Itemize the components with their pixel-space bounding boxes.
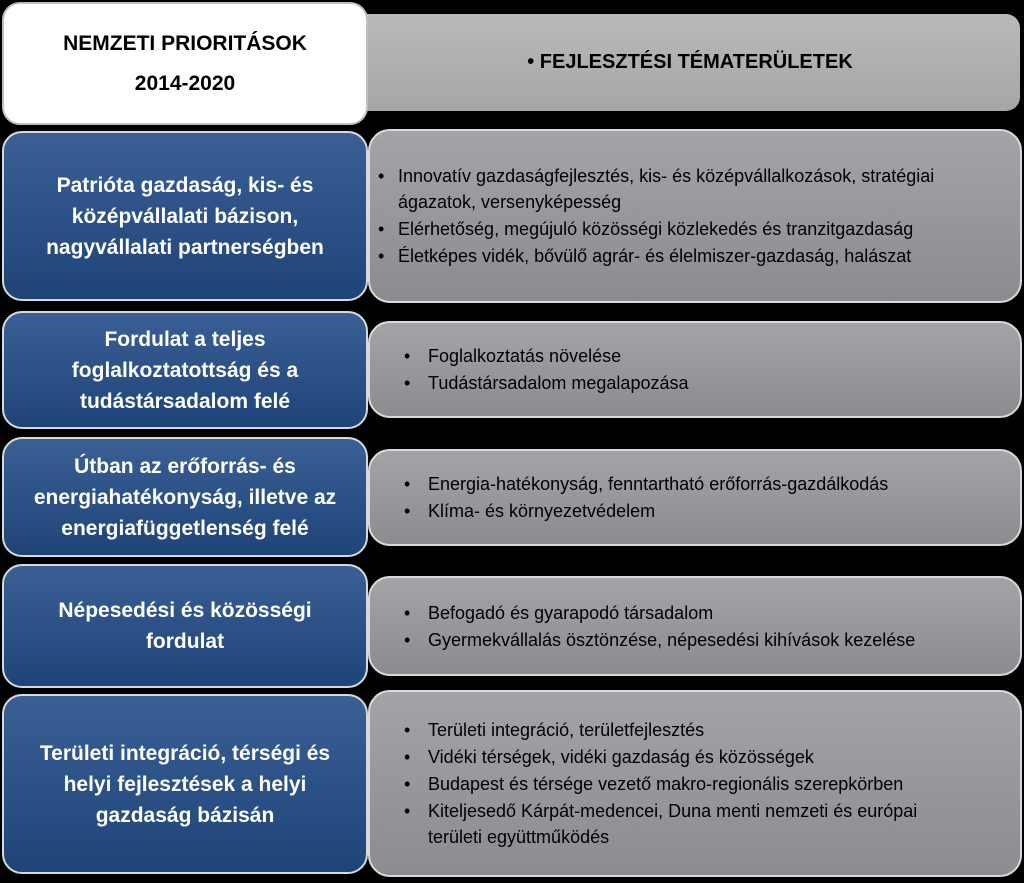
- topics-list: [428, 470, 900, 525]
- topics-box-4: [368, 576, 1022, 676]
- topics-list: [428, 342, 1006, 397]
- priority-label: Fordulat a teljes foglalkoztatottság és a tudástársadalom felé: [71, 327, 299, 413]
- topic-item: • Kiteljesedő Kárpát-medencei, Duna menti nemzeti és európai területi együttműködés: [428, 798, 960, 850]
- priority-box-1: [2, 131, 368, 301]
- topics-list: [398, 162, 1006, 270]
- topic-item: • Vidéki térségek, vidéki gazdaság és közösségek: [428, 744, 960, 770]
- topic-item: • Budapest és térsége vezető makro-regionális szerepkörben: [428, 771, 960, 797]
- topic-item: • Elérhetőség, megújuló közösségi közlekedés és tranzitgazdaság: [398, 216, 1006, 242]
- priority-label: Útban az erőforrás- és energiahatékonyság, illetve az energiafüggetlenség felé: [33, 454, 337, 540]
- topic-item: • Energia-hatékonyság, fenntartható erőforrás-gazdálkodás: [428, 471, 900, 497]
- priority-box-2: [2, 311, 368, 429]
- header-title: NEMZETI PRIORITÁSOK: [63, 31, 307, 55]
- header-development-areas: [340, 14, 1020, 111]
- topic-item: • Klíma- és környezetvédelem: [428, 498, 900, 524]
- topic-item: • Életképes vidék, bővülő agrár- és élelmiszer-gazdaság, halászat: [398, 243, 1006, 269]
- topics-box-1: [368, 129, 1022, 303]
- topics-box-5: [368, 690, 1022, 877]
- topics-list: [428, 599, 930, 654]
- topic-item: • Tudástársadalom megalapozása: [428, 370, 1006, 396]
- priority-box-5: [2, 694, 368, 874]
- topic-item: • Befogadó és gyarapodó társadalom: [428, 600, 930, 626]
- priority-box-4: [2, 564, 368, 688]
- priority-label: Területi integráció, térségi és helyi fejlesztések a helyi gazdaság bázisán: [39, 741, 331, 827]
- topics-list: [428, 716, 960, 851]
- header-period: 2014-2020: [134, 71, 236, 95]
- priority-label: Patrióta gazdaság, kis- és középvállalati bázison, nagyvállalati partnerségben: [46, 173, 324, 259]
- topic-item: • Területi integráció, területfejlesztés: [428, 717, 960, 743]
- header-priorities-title: [2, 2, 368, 125]
- priority-box-3: [2, 437, 368, 557]
- topics-box-2: [368, 321, 1022, 418]
- topic-item: • Gyermekvállalás ösztönzése, népesedési kihívások kezelése: [428, 627, 930, 653]
- topic-item: • Innovatív gazdaságfejlesztés, kis- és középvállalkozások, stratégiai ágazatok, versenyképesség: [398, 163, 1006, 215]
- header-areas-label: • FEJLESZTÉSI TÉMATERÜLETEK: [527, 51, 853, 73]
- topic-item: • Foglalkoztatás növelése: [428, 343, 1006, 369]
- topics-box-3: [368, 449, 1022, 546]
- priority-label: Népesedési és közösségi fordulat: [58, 599, 312, 653]
